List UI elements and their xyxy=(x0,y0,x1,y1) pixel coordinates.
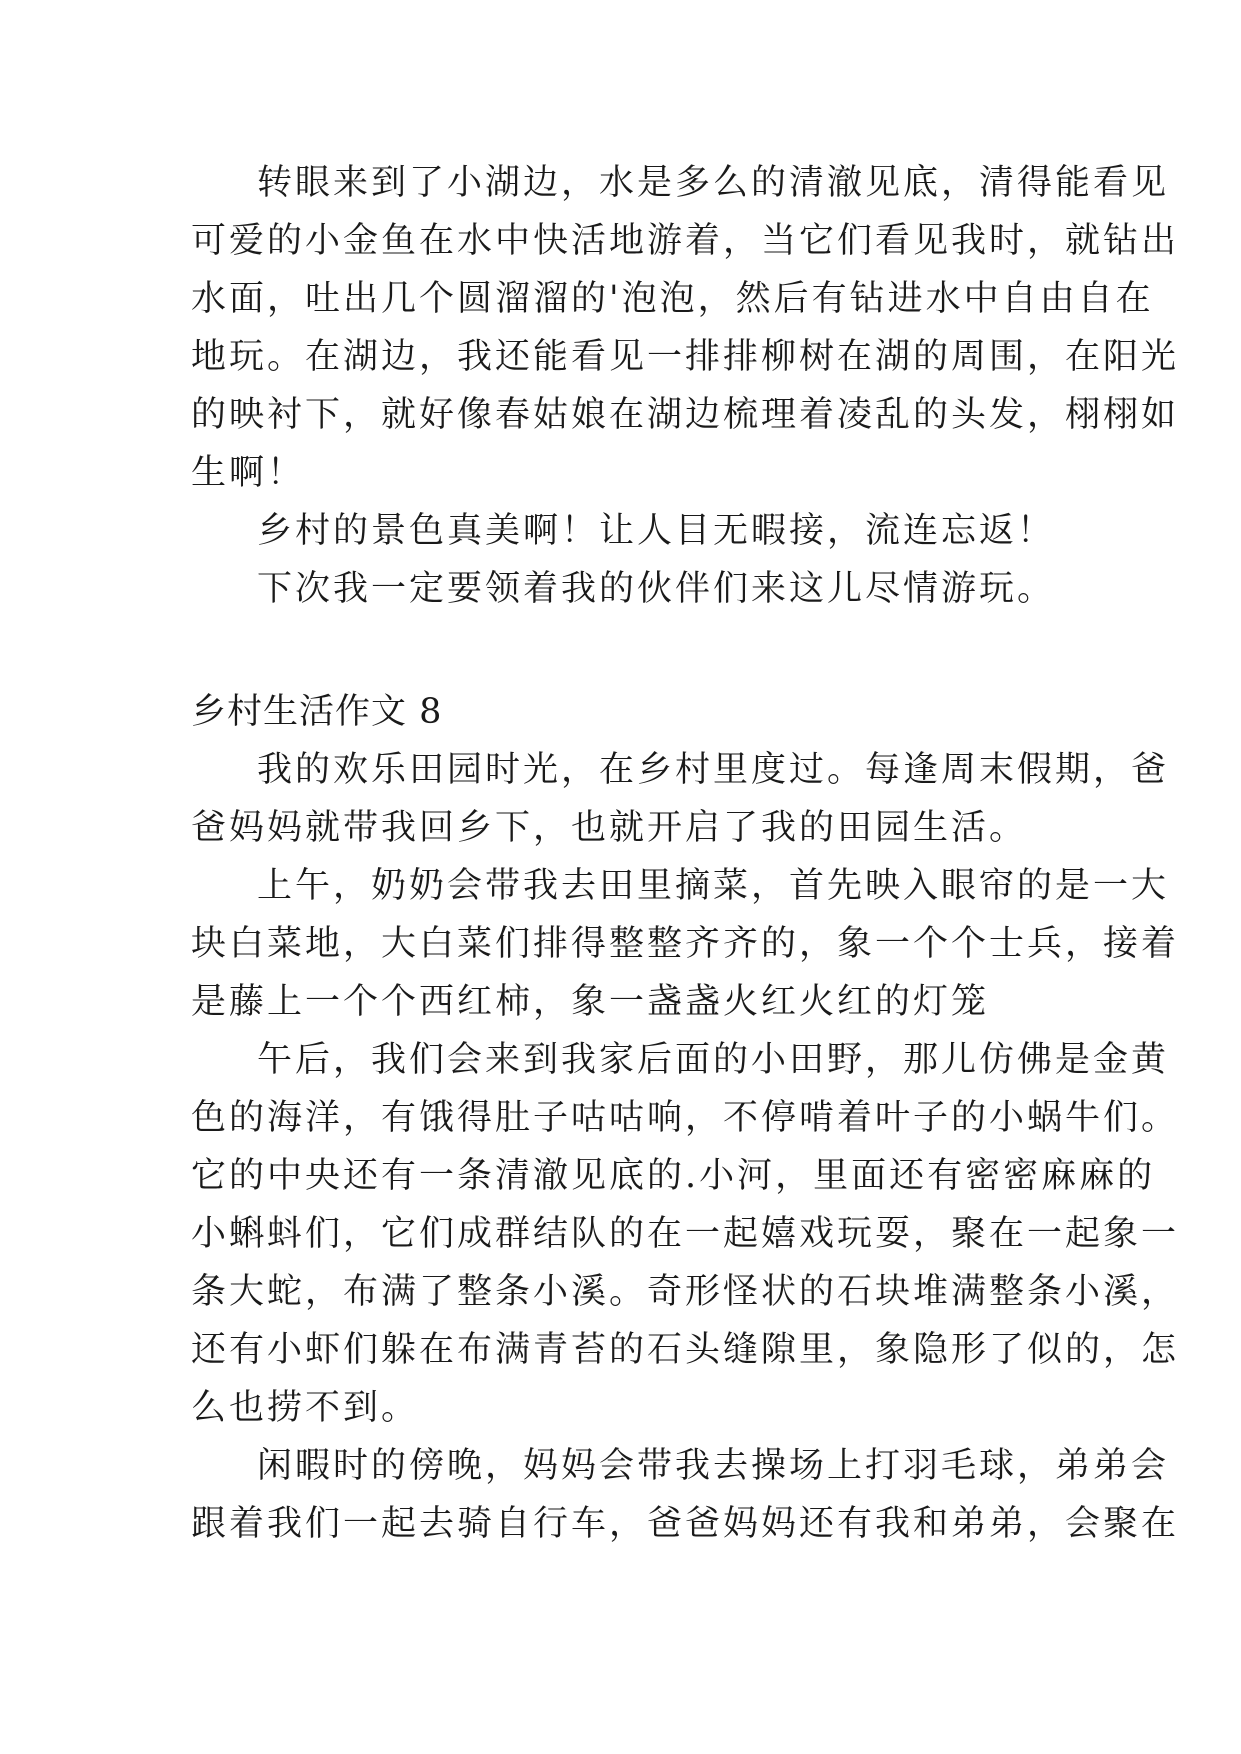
text-line: 闲暇时的傍晚，妈妈会带我去操场上打羽毛球，弟弟会 xyxy=(257,1446,1170,1486)
text-line: 转眼来到了小湖边，水是多么的清澈见底，清得能看见 xyxy=(257,163,1170,203)
paragraph-afternoon xyxy=(191,1031,1180,1437)
text-line: 乡村的景色真美啊！让人目无暇接，流连忘返！ xyxy=(257,511,1056,551)
text-line: 生啊！ xyxy=(191,453,306,493)
text-line: 地玩。在湖边，我还能看见一排排柳树在湖的周围，在阳光 xyxy=(191,337,1180,377)
section-title: 乡村生活作文 8 xyxy=(191,692,443,732)
text-line: 小蝌蚪们，它们成群结队的在一起嬉戏玩耍，聚在一起象一 xyxy=(191,1214,1180,1254)
text-line: 么也捞不到。 xyxy=(191,1388,420,1428)
text-line: 块白菜地，大白菜们排得整整齐齐的，象一个个士兵，接着 xyxy=(191,924,1180,964)
text-line: 上午，奶奶会带我去田里摘菜，首先映入眼帘的是一大 xyxy=(257,866,1170,906)
text-line: 爸妈妈就带我回乡下，也就开启了我的田园生活。 xyxy=(191,808,1028,848)
paragraph-evening xyxy=(191,1437,1180,1553)
text-line: 我的欢乐田园时光，在乡村里度过。每逢周末假期，爸 xyxy=(257,750,1170,790)
paragraph-morning xyxy=(191,857,1180,1031)
text-line: 条大蛇，布满了整条小溪。奇形怪状的石块堆满整条小溪， xyxy=(191,1272,1180,1312)
document-body xyxy=(191,154,1180,1553)
text-line: 跟着我们一起去骑自行车，爸爸妈妈还有我和弟弟，会聚在 xyxy=(191,1504,1180,1544)
text-line: 是藤上一个个西红柿，象一盏盏火红火红的灯笼 xyxy=(191,982,990,1022)
paragraph-intro xyxy=(191,741,1170,857)
text-line: 还有小虾们躲在布满青苔的石头缝隙里，象隐形了似的，怎 xyxy=(191,1330,1180,1370)
text-line: 可爱的小金鱼在水中快活地游着，当它们看见我时，就钻出 xyxy=(191,221,1180,261)
text-line: 的映衬下，就好像春姑娘在湖边梳理着凌乱的头发，栩栩如 xyxy=(191,395,1180,435)
text-line: 色的海洋，有饿得肚子咕咕响，不停啃着叶子的小蜗牛们。 xyxy=(191,1098,1180,1138)
paragraph-lake xyxy=(191,154,1180,502)
text-line: 下次我一定要领着我的伙伴们来这儿尽情游玩。 xyxy=(257,569,1056,609)
text-line: 午后，我们会来到我家后面的小田野，那儿仿佛是金黄 xyxy=(257,1040,1170,1080)
paragraph-scenery xyxy=(191,502,1081,560)
paragraph-next-time xyxy=(191,560,1081,618)
text-line: 它的中央还有一条清澈见底的.小河，里面还有密密麻麻的 xyxy=(191,1156,1156,1196)
text-line: 水面，吐出几个圆溜溜的'泡泡，然后有钻进水中自由自在 xyxy=(191,279,1154,319)
section-gap xyxy=(191,618,1081,683)
